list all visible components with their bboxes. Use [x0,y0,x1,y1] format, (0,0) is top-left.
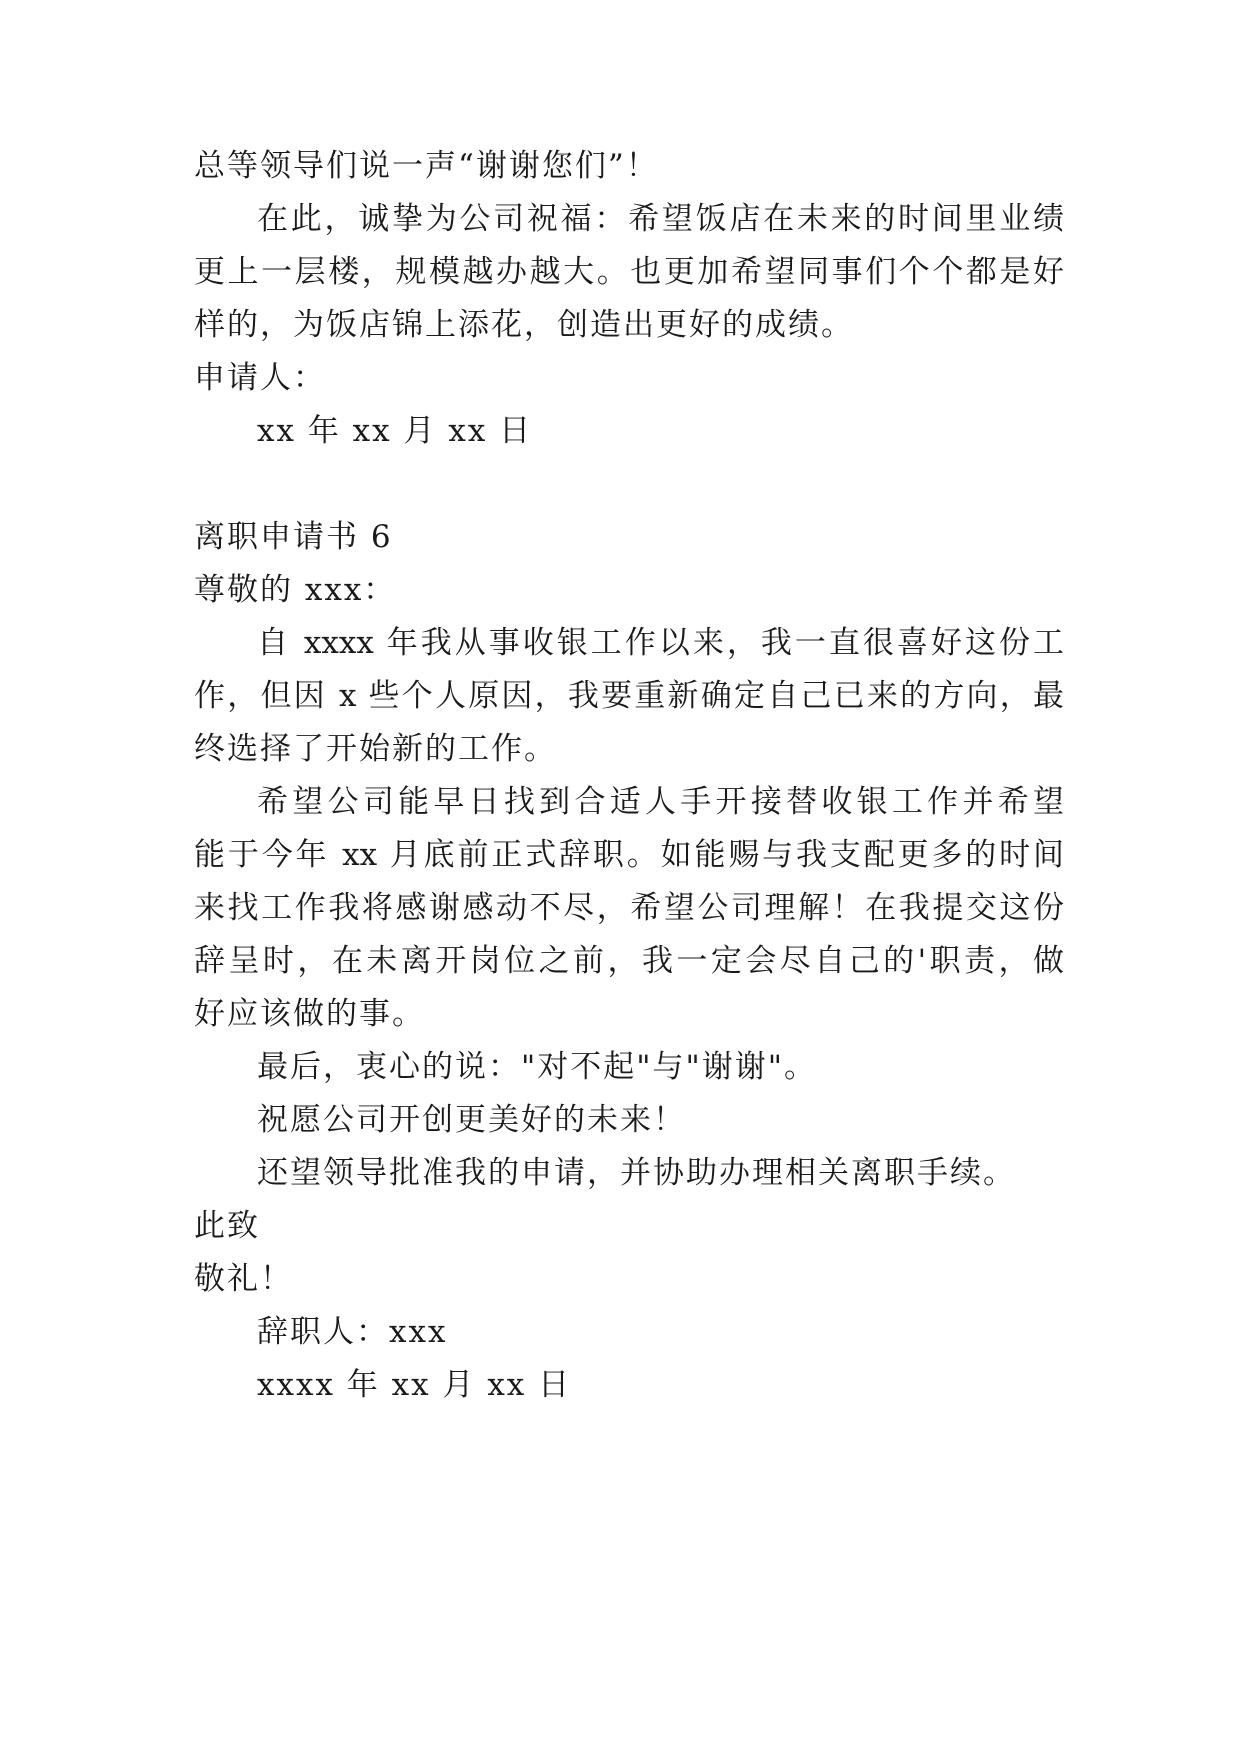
signer: 辞职人：xxx [257,1314,448,1350]
para2-line-1: 希望公司能早日找到合适人手开接替收银工作并希望 [257,784,1064,820]
para1-line-1: 自 xxxx 年我从事收银工作以来，我一直很喜好这份工 [257,625,1064,661]
para2-line-5: 好应该做的事。 [194,996,425,1032]
para2-line-3: 来找工作我将感谢感动不尽，希望公司理解！在我提交这份 [194,890,1064,926]
para2-line-4: 辞呈时，在未离开岗位之前，我一定会尽自己的'职责，做 [194,943,1064,979]
para5: 还望领导批准我的申请，并协助办理相关离职手续。 [257,1155,1016,1191]
closing-jingli: 敬礼！ [194,1261,293,1297]
salutation: 尊敬的 xxx： [194,572,397,608]
blessing-line-3: 样的，为饭店锦上添花，创造出更好的成绩。 [194,307,854,343]
thanks-line: 总等领导们说一声“谢谢您们”！ [194,148,659,184]
applicant-label: 申请人： [194,360,326,396]
para1-line-3: 终选择了开始新的工作。 [194,731,557,767]
letter6-date: xxxx 年 xx 月 xx 日 [257,1367,572,1403]
para1-line-2: 作，但因 x 些个人原因，我要重新确定自己已来的方向，最 [194,678,1064,714]
letter6-title: 离职申请书 6 [194,519,393,555]
para3: 最后，衷心的说："对不起"与"谢谢"。 [257,1049,818,1085]
letter5-date: xx 年 xx 月 xx 日 [257,413,533,449]
blessing-line-2: 更上一层楼，规模越办越大。也更加希望同事们个个都是好 [194,254,1064,290]
para2-line-2: 能于今年 xx 月底前正式辞职。如能赐与我支配更多的时间 [194,837,1064,873]
blessing-line-1: 在此，诚挚为公司祝福：希望饭店在未来的时间里业绩 [257,201,1064,237]
para4: 祝愿公司开创更美好的未来！ [257,1102,686,1138]
closing-cizhi: 此致 [194,1208,260,1244]
